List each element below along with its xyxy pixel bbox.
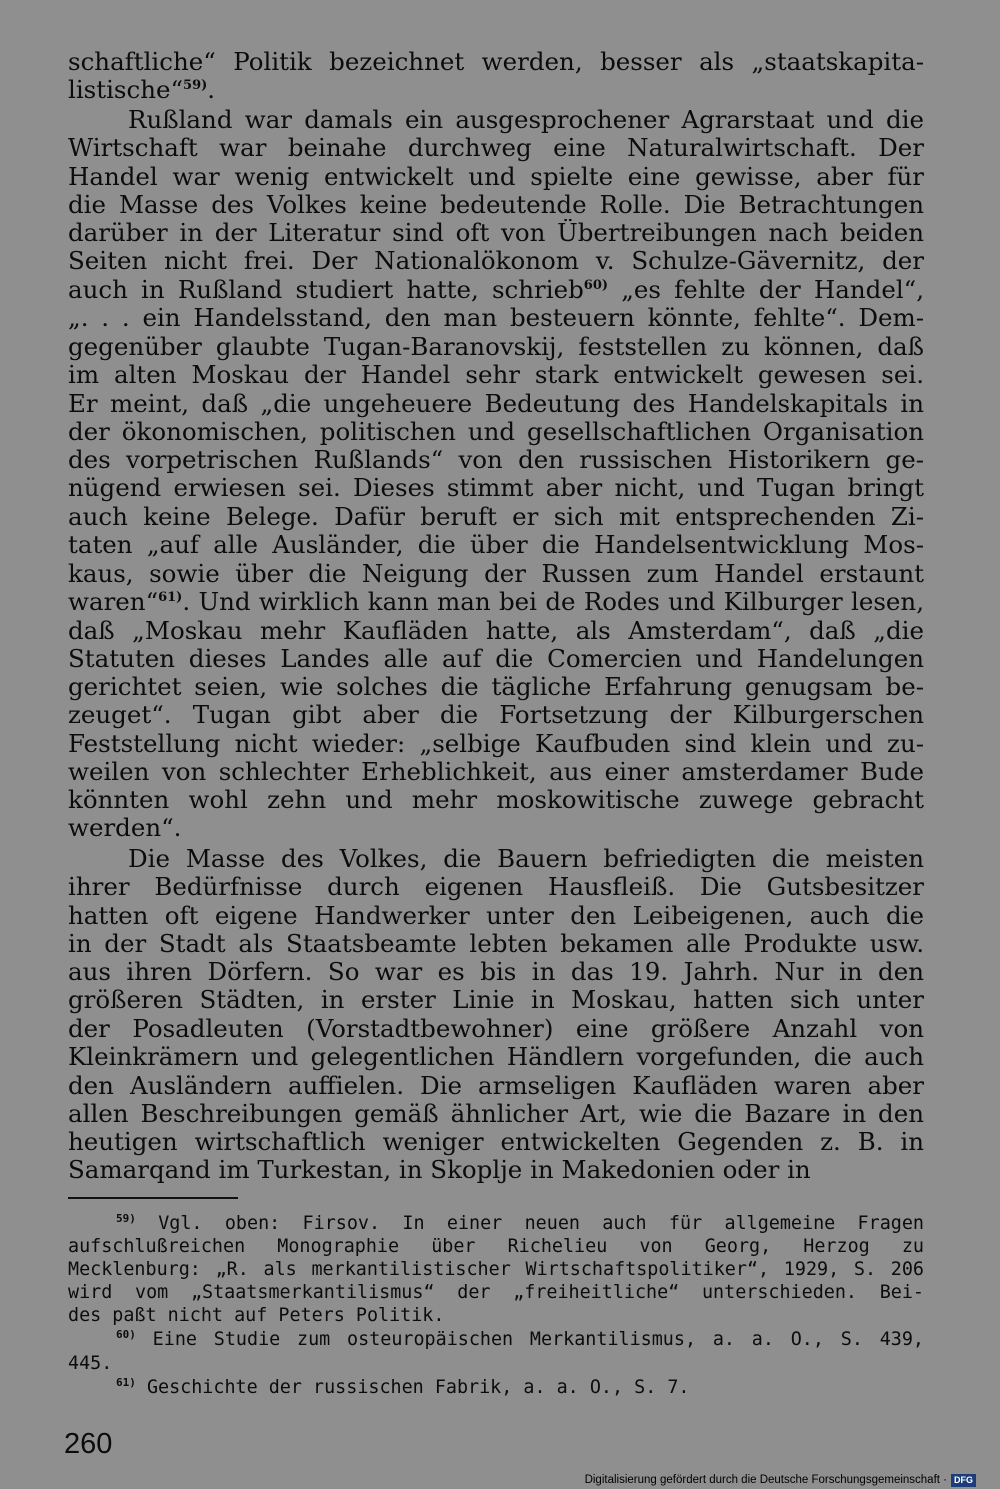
body-line-text: waren“ xyxy=(68,588,159,616)
body-line xyxy=(68,673,924,701)
body-line-text: im alten Moskau der Handel sehr stark entwickelt gewesen sei. xyxy=(68,361,924,389)
body-line xyxy=(68,134,924,162)
credit-text: Digitalisierung gefördert durch die Deutsche Forschungsgemeinschaft · xyxy=(584,1474,947,1486)
footnote-text: Eine Studie zum osteuropäischen Merkantilismus, a. a. O., S. 439, xyxy=(135,1329,924,1350)
body-line-text: Wirtschaft war beinahe durchweg eine Naturalwirtschaft. Der xyxy=(68,134,924,162)
body-line-text: auch in Rußland studiert hatte, schrieb xyxy=(68,276,584,304)
body-line-text: gegenüber glaubte Tugan-Baranovskij, feststellen zu können, daß xyxy=(68,333,924,361)
body-line xyxy=(68,390,924,418)
body-line-text: darüber in der Literatur sind oft von Übertreibungen nach beiden xyxy=(68,219,924,247)
body-line-text: „. . . ein Handelsstand, den man besteuern könnte, fehlte“. Dem- xyxy=(68,304,924,332)
body-line-text: listische“ xyxy=(68,76,184,104)
footnote-text: 445. xyxy=(68,1353,113,1374)
body-line xyxy=(68,76,924,104)
body-line-continuation: . Und wirklich kann man bei de Rodes und Kilburger lesen, xyxy=(182,588,924,616)
body-line xyxy=(68,247,924,275)
body-line-text: Feststellung nicht wieder: „selbige Kaufbuden sind klein und zu- xyxy=(68,730,924,758)
body-line xyxy=(128,106,924,134)
body-line xyxy=(68,873,924,901)
body-line-text: aus ihren Dörfern. So war es bis in das 19. Jahrh. Nur in den xyxy=(68,958,924,986)
body-line-text: kaus, sowie über die Neigung der Russen zum Handel erstaunt xyxy=(68,560,924,588)
body-line xyxy=(68,588,924,616)
body-line xyxy=(68,560,924,588)
body-line-text: auch keine Belege. Dafür beruft er sich mit entsprechenden Zi- xyxy=(68,503,924,531)
body-line-text: Samarqand im Turkestan, in Skoplje in Makedonien oder in xyxy=(68,1156,811,1184)
footnote-line xyxy=(116,1329,924,1351)
footnote-line xyxy=(68,1236,924,1258)
body-line-text: der ökonomischen, politischen und gesellschaftlichen Organisation xyxy=(68,418,924,446)
body-line xyxy=(68,219,924,247)
footnote-number: 60) xyxy=(116,1329,136,1341)
body-line-text: in der Stadt als Staatsbeamte lebten bekamen alle Produkte usw. xyxy=(68,930,924,958)
body-line-text: hatten oft eigene Handwerker unter den Leibeigenen, auch die xyxy=(68,902,924,930)
body-line-text: Kleinkrämern und gelegentlichen Händlern vorgefunden, die auch xyxy=(68,1043,924,1071)
body-line-text: taten „auf alle Ausländer, die über die Handelsentwicklung Mos- xyxy=(68,531,924,559)
body-line xyxy=(68,163,924,191)
body-line xyxy=(68,814,924,842)
body-line-text: den Ausländern auffielen. Die armseligen Kaufläden waren aber xyxy=(68,1072,924,1100)
body-line xyxy=(68,474,924,502)
footnote-text: aufschlußreichen Monographie über Richelieu von Georg, Herzog zu xyxy=(68,1236,924,1257)
footnote-line xyxy=(68,1353,924,1375)
body-line-text: Er meint, daß „die ungeheuere Bedeutung des Handelskapitals in xyxy=(68,390,924,418)
body-line xyxy=(68,645,924,673)
body-line-text: daß „Moskau mehr Kaufläden hatte, als Amsterdam“, daß „die xyxy=(68,617,924,645)
body-line-text: Die Masse des Volkes, die Bauern befriedigten die meisten xyxy=(128,845,924,873)
footnote-line xyxy=(68,1259,924,1281)
body-line xyxy=(68,930,924,958)
body-line-text: weilen von schlechter Erheblichkeit, aus einer amsterdamer Bude xyxy=(68,758,924,786)
body-line-text: der Posadleuten (Vorstadtbewohner) eine größere Anzahl von xyxy=(68,1015,924,1043)
body-line-text: allen Beschreibungen gemäß ähnlicher Art, wie die Bazare in den xyxy=(68,1100,924,1128)
footnote-line xyxy=(116,1213,924,1235)
body-line-continuation: „es fehlte der Handel“, xyxy=(608,276,924,304)
body-line xyxy=(68,986,924,1014)
body-line xyxy=(68,1128,924,1156)
body-line xyxy=(68,1015,924,1043)
footnote-text: des paßt nicht auf Peters Politik. xyxy=(68,1305,445,1326)
footnote-separator xyxy=(68,1197,238,1199)
footnote-reference: 59) xyxy=(183,78,208,93)
footnote-number: 61) xyxy=(116,1377,136,1389)
body-line-text: heutigen wirtschaftlich weniger entwickelten Gegenden z. B. in xyxy=(68,1128,924,1156)
body-line xyxy=(68,333,924,361)
body-line-text: zeuget“. Tugan gibt aber die Fortsetzung der Kilburgerschen xyxy=(68,701,924,729)
body-line-text: die Masse des Volkes keine bedeutende Rolle. Die Betrachtungen xyxy=(68,191,924,219)
footnote-text: Mecklenburg: „R. als merkantilistischer Wirtschaftspolitiker“, 1929, S. 206 xyxy=(68,1259,924,1280)
body-line xyxy=(68,701,924,729)
body-line xyxy=(68,1100,924,1128)
footnote-number: 59) xyxy=(116,1213,136,1225)
footnote-text: wird vom „Staatsmerkantilismus“ der „freiheitliche“ unterschieden. Bei- xyxy=(68,1282,924,1303)
body-line xyxy=(68,191,924,219)
body-line xyxy=(68,1156,924,1184)
body-line-text: größeren Städten, in erster Linie in Moskau, hatten sich unter xyxy=(68,986,924,1014)
footnote-line xyxy=(116,1377,924,1399)
body-line xyxy=(68,958,924,986)
body-line xyxy=(68,1043,924,1071)
body-line xyxy=(68,730,924,758)
footnote-line xyxy=(68,1305,924,1327)
body-line-text: werden“. xyxy=(68,814,182,842)
body-line xyxy=(68,758,924,786)
page-number: 260 xyxy=(64,1428,113,1460)
body-line-text: schaftliche“ Politik bezeichnet werden, besser als „staatskapita- xyxy=(68,48,924,76)
body-line-text: nügend erwiesen sei. Dieses stimmt aber nicht, und Tugan bringt xyxy=(68,474,924,502)
body-line-text: des vorpetrischen Rußlands“ von den russischen Historikern ge- xyxy=(68,446,924,474)
footnote-text: Geschichte der russischen Fabrik, a. a. O., S. 7. xyxy=(135,1377,690,1398)
body-line-text: ihrer Bedürfnisse durch eigenen Hausfleiß. Die Gutsbesitzer xyxy=(68,873,924,901)
body-line-text: Rußland war damals ein ausgesprochener Agrarstaat und die xyxy=(128,106,924,134)
body-line xyxy=(68,361,924,389)
body-line xyxy=(68,531,924,559)
body-line-continuation: . xyxy=(207,76,216,104)
body-line xyxy=(68,304,924,332)
body-line xyxy=(68,902,924,930)
footnote-text: Vgl. oben: Firsov. In einer neuen auch für allgemeine Fragen xyxy=(135,1213,924,1234)
body-line-text: Statuten dieses Landes alle auf die Comercien und Handelungen xyxy=(68,645,924,673)
body-line-text: Handel war wenig entwickelt und spielte eine gewisse, aber für xyxy=(68,163,924,191)
body-line-text: Seiten nicht frei. Der Nationalökonom v. Schulze-Gävernitz, der xyxy=(68,247,924,275)
body-line xyxy=(68,48,924,76)
footnote-line xyxy=(68,1282,924,1304)
body-line-text: könnten wohl zehn und mehr moskowitische zuwege gebracht xyxy=(68,786,924,814)
body-line xyxy=(68,503,924,531)
body-line xyxy=(68,418,924,446)
body-line xyxy=(68,446,924,474)
dfg-logo: DFG xyxy=(951,1474,976,1487)
body-line xyxy=(68,1072,924,1100)
body-line xyxy=(68,276,924,304)
footnote-reference: 61) xyxy=(158,590,183,605)
digitization-credit xyxy=(585,1473,976,1487)
body-line-text: gerichtet seien, wie solches die tägliche Erfahrung genugsam be- xyxy=(68,673,924,701)
footnote-reference: 60) xyxy=(583,278,609,293)
body-line xyxy=(68,617,924,645)
body-line xyxy=(68,786,924,814)
body-line xyxy=(128,845,924,873)
